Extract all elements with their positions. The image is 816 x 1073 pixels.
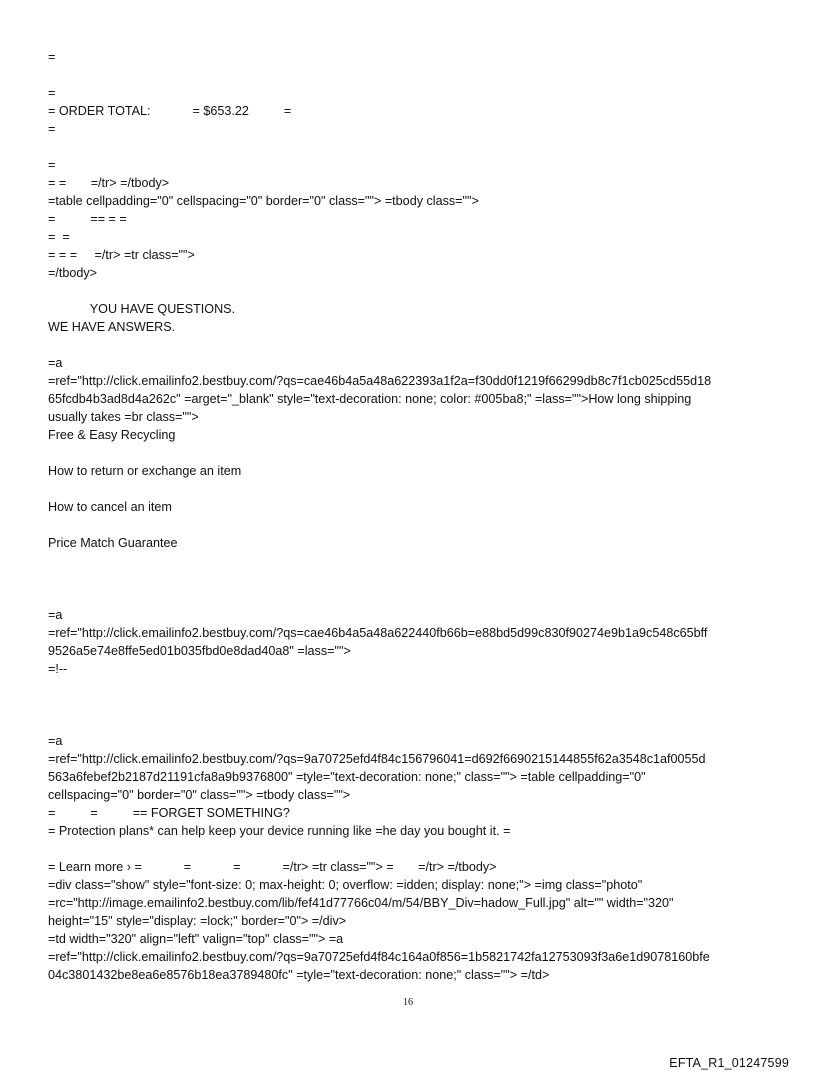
text-line: = xyxy=(48,86,56,100)
text-line: = xyxy=(48,122,56,136)
text-line: =div class="show" style="font-size: 0; max-height: 0; overflow: =idden; display: none;"> =img class="photo" xyxy=(48,878,643,892)
url-line: 04c3801432be8ea6e8576b18ea3789480fc" =tyle="text-decoration: none;" class=""> =/td> xyxy=(48,968,550,982)
return-exchange-line: How to return or exchange an item xyxy=(48,464,242,478)
text-line: =!-- xyxy=(48,662,68,676)
url-line: =ref="http://click.emailinfo2.bestbuy.com/?qs=cae46b4a5a48a622440fb66b=e88bd5d99c830f90274e9b1a9c548c65bff xyxy=(48,626,708,640)
url-line: =ref="http://click.emailinfo2.bestbuy.com/?qs=cae46b4a5a48a622393a1f2a=f30dd0f1219f66299db8c7f1cb025cd55d18 xyxy=(48,374,712,388)
answers-heading: WE HAVE ANSWERS. xyxy=(48,320,176,334)
cancel-item-line: How to cancel an item xyxy=(48,500,172,514)
price-match-line: Price Match Guarantee xyxy=(48,536,178,550)
text-line: usually takes =br class=""> xyxy=(48,410,199,424)
text-line: = = =/tr> =/tbody> xyxy=(48,176,170,190)
recycling-line: Free & Easy Recycling xyxy=(48,428,176,442)
url-line: 9526a5e74e8ffe5ed01b035fbd0e8dad40a8" =lass=""> xyxy=(48,644,351,658)
order-total-line: = ORDER TOTAL: = $653.22 = xyxy=(48,104,292,118)
text-line: = = = =/tr> =tr class=""> xyxy=(48,248,195,262)
url-line: =ref="http://click.emailinfo2.bestbuy.com/?qs=9a70725efd4f84c164a0f856=1b5821742fa12753093f3a6e1d9078160bfe xyxy=(48,950,710,964)
learn-more-line: = Learn more › = = = =/tr> =tr class=""> = =/tr> =/tbody> xyxy=(48,860,497,874)
url-line: =ref="http://click.emailinfo2.bestbuy.com/?qs=9a70725efd4f84c156796041=d692f6690215144855f62a3548c1af0055d xyxy=(48,752,706,766)
questions-heading: YOU HAVE QUESTIONS. xyxy=(48,302,236,316)
text-line: = = xyxy=(48,230,70,244)
protection-plans-line: = Protection plans* can help keep your device running like =he day you bought it. = xyxy=(48,824,511,838)
text-line: = == = = xyxy=(48,212,127,226)
text-line: height="15" style="display: =lock;" border="0"> =/div> xyxy=(48,914,347,928)
url-line: 563a6febef2b2187d21191cfa8a9b9376800" =tyle="text-decoration: none;" class=""> =table cellpadding="0" xyxy=(48,770,646,784)
page-number: 16 xyxy=(403,997,413,1008)
document-id: EFTA_R1_01247599 xyxy=(669,1056,789,1070)
forget-something-line: = = == FORGET SOMETHING? xyxy=(48,806,290,820)
text-line: = xyxy=(48,158,56,172)
text-line: =/tbody> xyxy=(48,266,98,280)
url-line: =rc="http://image.emailinfo2.bestbuy.com/lib/fef41d77766c04/m/54/BBY_Div=hadow_Full.jpg" alt="" width="320" xyxy=(48,896,674,910)
url-line: 65fcdb4b3ad8d4a262c" =arget="_blank" style="text-decoration: none; color: #005ba8;" =lass="">How long shipping xyxy=(48,392,692,406)
text-line: =a xyxy=(48,734,63,748)
text-line: =td width="320" align="left" valign="top" class=""> =a xyxy=(48,932,344,946)
text-line: =table cellpadding="0" cellspacing="0" border="0" class=""> =tbody class=""> xyxy=(48,194,479,208)
text-line: =a xyxy=(48,608,63,622)
text-line: cellspacing="0" border="0" class=""> =tbody class=""> xyxy=(48,788,351,802)
text-line: = xyxy=(48,50,56,64)
text-line: =a xyxy=(48,356,63,370)
